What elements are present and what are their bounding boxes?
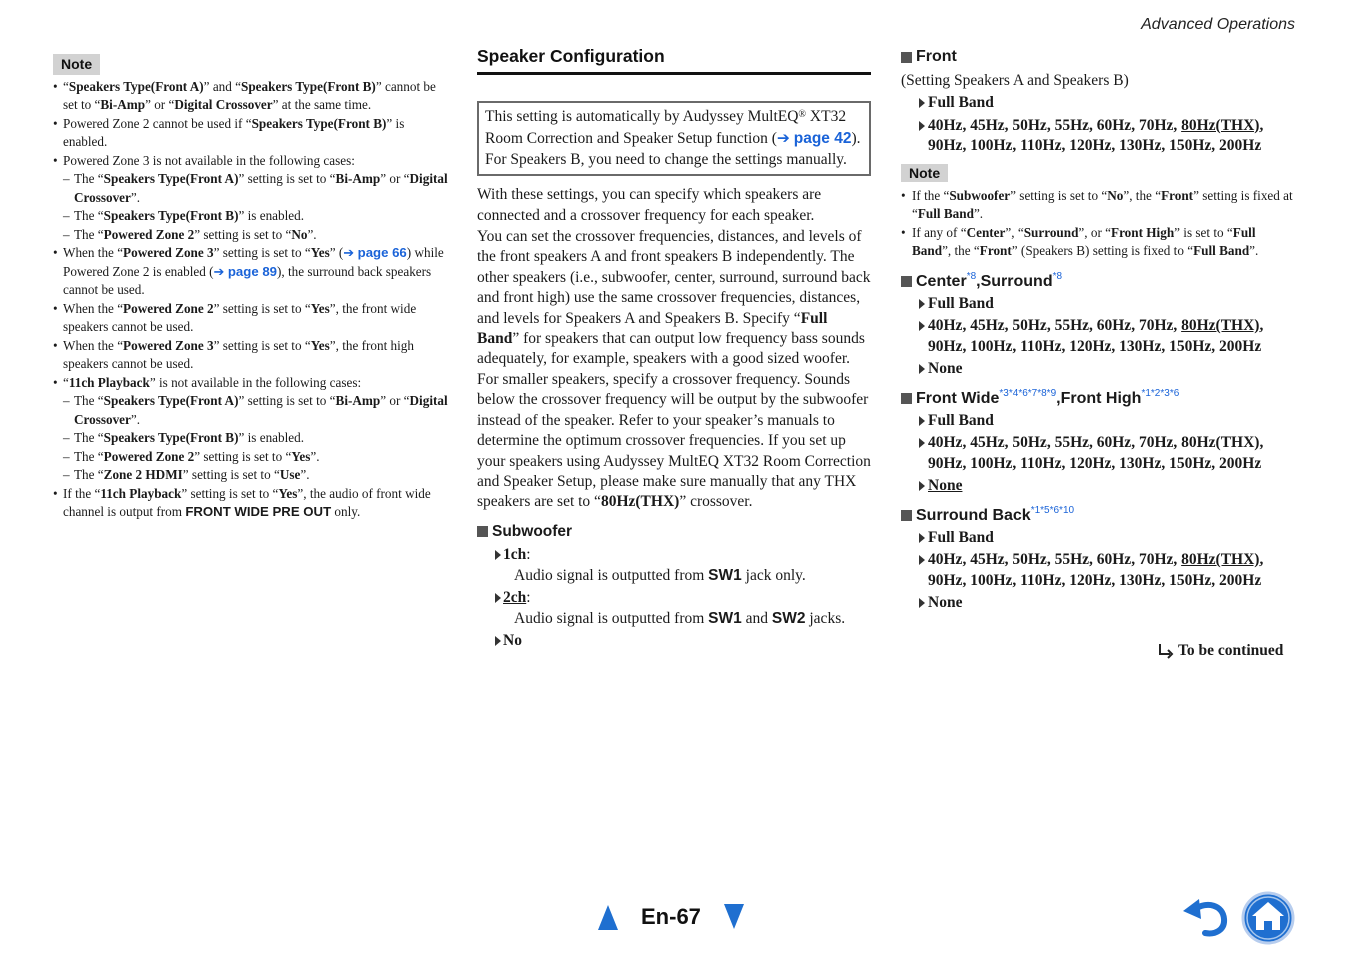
option-frequencies: 40Hz, 45Hz, 50Hz, 55Hz, 60Hz, 70Hz, 80Hz(THX), 90Hz, 100Hz, 110Hz, 120Hz, 130Hz, 150Hz, 200Hz bbox=[901, 116, 1296, 157]
list-item: • Powered Zone 3 is not available in the following cases: bbox=[53, 152, 448, 171]
list-item: – The “Zone 2 HDMI” setting is set to “Use”. bbox=[63, 467, 310, 482]
option-none: None bbox=[901, 359, 1296, 380]
list-item: – The “Powered Zone 2” setting is set to “No”. bbox=[63, 226, 317, 242]
list-item: • “Speakers Type(Front A)” and “Speakers Type(Front B)” cannot be set to “Bi-Amp” or “Digital Crossover” at the same time. bbox=[53, 78, 448, 115]
list-item: – The “Speakers Type(Front A)” setting is set to “Bi-Amp” or “Digital Crossover”. bbox=[63, 171, 448, 205]
option-1ch-desc: Audio signal is outputted from SW1 jack only. bbox=[514, 566, 806, 584]
main-column bbox=[477, 46, 871, 651]
option-frequencies: 40Hz, 45Hz, 50Hz, 55Hz, 60Hz, 70Hz, 80Hz(THX), 90Hz, 100Hz, 110Hz, 120Hz, 130Hz, 150Hz, 200Hz bbox=[901, 316, 1296, 357]
list-item: – The “Speakers Type(Front A)” setting is set to “Bi-Amp” or “Digital Crossover”. bbox=[63, 393, 448, 427]
list-item: – The “Powered Zone 2” setting is set to “Yes”. bbox=[63, 448, 320, 464]
center-surround-heading: Center *8 , Surround *8 bbox=[901, 271, 1296, 293]
square-bullet-icon bbox=[901, 510, 912, 521]
note-column bbox=[53, 54, 448, 522]
square-bullet-icon bbox=[901, 52, 912, 63]
option-no: No bbox=[477, 630, 871, 651]
subwoofer-heading: Subwoofer bbox=[477, 523, 871, 541]
arrow-right-icon: ➔ bbox=[776, 130, 790, 148]
page-navigation bbox=[597, 903, 745, 931]
list-item: • When the “Powered Zone 2” setting is set to “Yes”, the front wide speakers cannot be used. bbox=[53, 300, 448, 337]
info-box: This setting is automatically by Audyssey MultEQ® XT32 Room Correction and Speaker Setup function (➔ page 42). For Speakers B, you need to change the settings manually. bbox=[477, 101, 871, 176]
list-item: – The “Speakers Type(Front B)” is enabled. bbox=[63, 208, 305, 223]
square-bullet-icon bbox=[901, 393, 912, 404]
arrow-right-icon: ➔ bbox=[343, 245, 355, 260]
note-list bbox=[901, 187, 1296, 261]
list-item: • If the “Subwoofer” setting is set to “No”, the “Front” setting is fixed at “Full Band”. bbox=[901, 187, 1296, 224]
option-2ch-desc: Audio signal is outputted from SW1 and SW2 jacks. bbox=[514, 609, 846, 627]
option-none: None bbox=[901, 593, 1296, 614]
home-icon[interactable] bbox=[1241, 891, 1295, 945]
note-badge: Note bbox=[901, 164, 948, 182]
front-subtitle: (Setting Speakers A and Speakers B) bbox=[901, 72, 1129, 89]
front-wide-high-heading: Front Wide *3*4*6*7*8*9 , Front High *1*2*3*6 bbox=[901, 388, 1296, 410]
list-item: • “11ch Playback” is not available in the following cases: bbox=[53, 374, 448, 393]
page-66-link[interactable]: page 66 bbox=[357, 245, 407, 260]
option-full-band: Full Band bbox=[901, 411, 1296, 432]
option-full-band: Full Band bbox=[901, 528, 1296, 549]
list-item: – The “Speakers Type(Front B)” is enabled. bbox=[63, 430, 305, 445]
list-item: • When the “Powered Zone 3” setting is set to “Yes”, the front high speakers cannot be used. bbox=[53, 337, 448, 374]
triangle-down-icon[interactable] bbox=[723, 903, 745, 931]
list-item: • If the “11ch Playback” setting is set to “Yes”, the audio of front wide channel is output from FRONT WIDE PRE OUT only. bbox=[53, 485, 448, 522]
surround-back-heading: Surround Back *1*5*6*10 bbox=[901, 505, 1296, 527]
front-heading: Front bbox=[901, 46, 1296, 68]
option-frequencies: 40Hz, 45Hz, 50Hz, 55Hz, 60Hz, 70Hz, 80Hz(THX), 90Hz, 100Hz, 110Hz, 120Hz, 130Hz, 150Hz, 200Hz bbox=[901, 433, 1296, 474]
description: With these settings, you can specify which speakers are connected and a crossover frequency for each speaker. You can set the crossover frequencies, distances, and levels of the front speakers A and front speakers B independently. The other speakers (i.e., subwoofer, center, surround, surround back and front high) use the same crossover frequencies, distances, and levels for Speakers A and Speakers B. Specify “Full Band” for speakers that can output low frequency bass sounds adequately, for example, speakers with a good sized woofer. For smaller speakers, specify a crossover frequency. Sounds below the crossover frequency will be output by the subwoofer instead of the speaker. Refer to your speaker’s manuals to determine the optimum crossover frequencies. If you set up your speakers using Audyssey MultEQ XT32 Room Correction and Speaker Setup, please make sure manually that any THX speakers are set to “80Hz(THX)” crossover. bbox=[477, 186, 871, 511]
right-column bbox=[901, 46, 1296, 614]
option-full-band: Full Band bbox=[901, 93, 1296, 114]
option-frequencies: 40Hz, 45Hz, 50Hz, 55Hz, 60Hz, 70Hz, 80Hz(THX), 90Hz, 100Hz, 110Hz, 120Hz, 130Hz, 150Hz, 200Hz bbox=[901, 550, 1296, 591]
page-89-link[interactable]: page 89 bbox=[227, 263, 277, 279]
option-none: None bbox=[901, 476, 1296, 497]
list-item: • If any of “Center”, “Surround”, or “Front High” is set to “Full Band”, the “Front” (Speakers B) setting is fixed to “Full Band”. bbox=[901, 224, 1296, 261]
section-header: Advanced Operations bbox=[1141, 16, 1295, 33]
list-item: • When the “Powered Zone 3” setting is set to “Yes” (➔ page 66) while Powered Zone 2 is enabled (➔ page 89), the surround back speakers cannot be used. bbox=[53, 244, 448, 300]
square-bullet-icon bbox=[901, 276, 912, 287]
square-bullet-icon bbox=[477, 526, 488, 537]
back-icon[interactable] bbox=[1181, 897, 1229, 937]
list-item: • Powered Zone 2 cannot be used if “Speakers Type(Front B)” is enabled. bbox=[53, 115, 448, 152]
page-title: Speaker Configuration bbox=[477, 46, 871, 75]
to-be-continued: To be continued bbox=[1157, 642, 1283, 660]
note-badge: Note bbox=[53, 54, 100, 75]
page-42-link[interactable]: page 42 bbox=[793, 130, 852, 148]
page-number: En-67 bbox=[641, 904, 701, 929]
option-full-band: Full Band bbox=[901, 294, 1296, 315]
option-1ch: 1ch: bbox=[477, 544, 871, 565]
note-list bbox=[53, 78, 448, 522]
arrow-right-icon: ➔ bbox=[213, 263, 225, 279]
option-2ch: 2ch: bbox=[477, 587, 871, 608]
continue-arrow-icon bbox=[1157, 642, 1175, 660]
triangle-up-icon[interactable] bbox=[597, 903, 619, 931]
